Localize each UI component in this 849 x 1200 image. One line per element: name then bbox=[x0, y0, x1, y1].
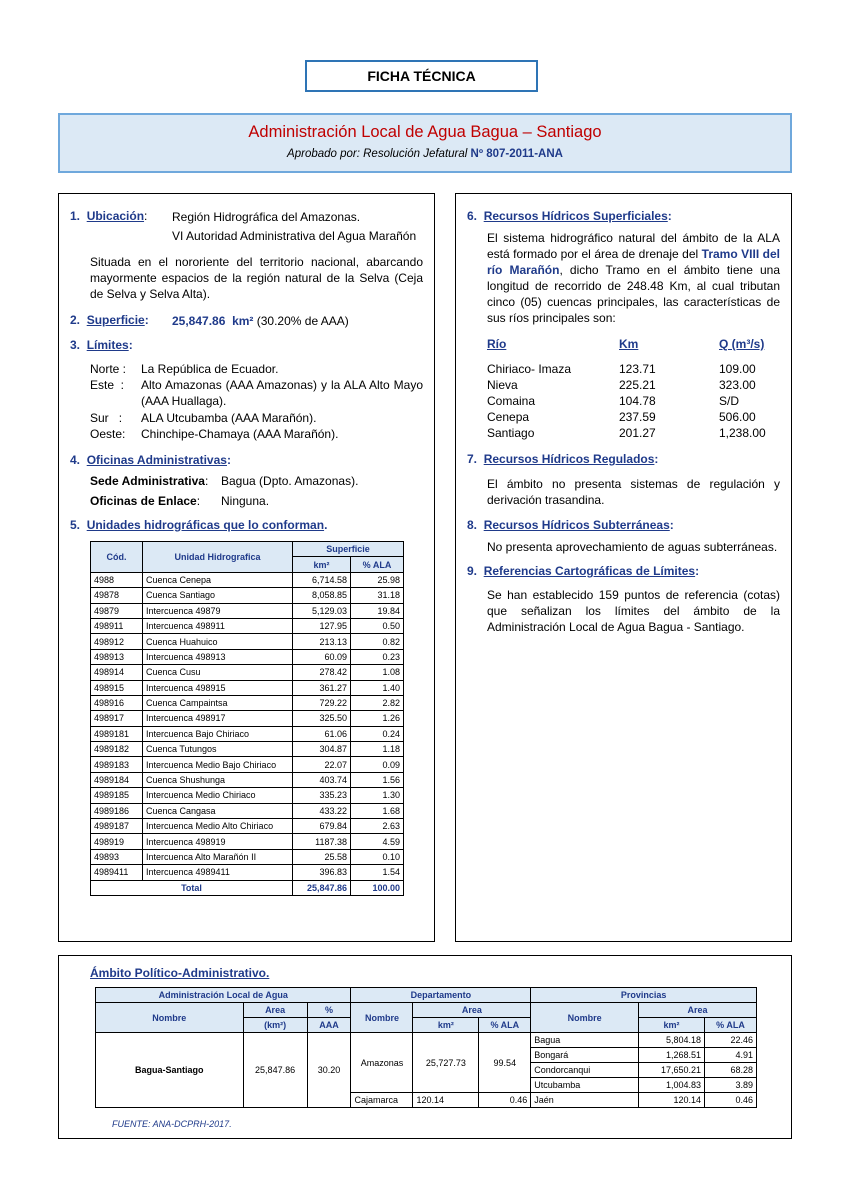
table-row bbox=[91, 865, 404, 880]
cell-unidad: Cuenca Shushunga bbox=[143, 772, 293, 787]
cell-unidad: Cuenca Huahuico bbox=[143, 634, 293, 649]
cell-unidad: Intercuenca 49879 bbox=[143, 603, 293, 618]
cell-unidad: Intercuenca 4989411 bbox=[143, 865, 293, 880]
river-name: Chiriaco- Imaza bbox=[487, 362, 572, 376]
river-caudal: 1,238.00 bbox=[719, 426, 766, 440]
river-km: 104.78 bbox=[619, 394, 656, 408]
cell-pct: 0.82 bbox=[351, 634, 404, 649]
cell-km2: 433.22 bbox=[293, 803, 351, 818]
dep-amazonas-km2: 25,727.73 bbox=[413, 1033, 479, 1093]
cell-unidad: Cuenca Santiago bbox=[143, 588, 293, 603]
cell-km2: 22.07 bbox=[293, 757, 351, 772]
cell-pct: 2.63 bbox=[351, 819, 404, 834]
col-cod: Cód. bbox=[91, 542, 143, 573]
cell-km2: 6,714.58 bbox=[293, 572, 351, 587]
section-3-heading: 3. Límites: bbox=[70, 338, 133, 352]
river-km: 237.59 bbox=[619, 410, 656, 424]
cell-unidad: Cuenca Campaintsa bbox=[143, 695, 293, 710]
cell-pct: 1.40 bbox=[351, 680, 404, 695]
table-row bbox=[91, 803, 404, 818]
cell-pct: 0.23 bbox=[351, 649, 404, 664]
approval-line: Aprobado por: Resolución Jefatural Nº 807-2011-ANA bbox=[287, 148, 563, 160]
river-name: Nieva bbox=[487, 378, 518, 392]
table-row bbox=[91, 849, 404, 864]
cell-km2: 8,058.85 bbox=[293, 588, 351, 603]
subterraneas-text: No presenta aprovechamiento de aguas subterráneas. bbox=[487, 540, 778, 554]
section-6-heading: 6. Recursos Hídricos Superficiales: bbox=[467, 209, 672, 223]
cell-cod: 49893 bbox=[91, 849, 143, 864]
ficha-tecnica-title: FICHA TÉCNICA bbox=[305, 60, 538, 92]
superficie-value: 25,847.86 km² (30.20% de AAA) bbox=[172, 314, 349, 328]
table-row bbox=[91, 757, 404, 772]
cell-cod: 498914 bbox=[91, 665, 143, 680]
cell-pct: 0.09 bbox=[351, 757, 404, 772]
limite-norte-label: Norte : bbox=[90, 362, 127, 376]
river-name: Comaina bbox=[487, 394, 536, 408]
col-km2: km² bbox=[293, 557, 351, 572]
enlace-label: Oficinas de Enlace: bbox=[90, 494, 201, 508]
cell-cod: 498916 bbox=[91, 695, 143, 710]
cell-cod: 4989187 bbox=[91, 819, 143, 834]
cell-km2: 325.50 bbox=[293, 711, 351, 726]
cell-unidad: Cuenca Cusu bbox=[143, 665, 293, 680]
politico-title: Ámbito Político-Administrativo. bbox=[90, 966, 270, 980]
cell-km2: 729.22 bbox=[293, 695, 351, 710]
river-row bbox=[487, 409, 787, 425]
caudal-header: Q (m³/s) bbox=[719, 337, 765, 351]
table-row bbox=[91, 742, 404, 757]
cell-cod: 4989184 bbox=[91, 772, 143, 787]
cell-cod: 4989182 bbox=[91, 742, 143, 757]
cell-cod: 498917 bbox=[91, 711, 143, 726]
col-superficie: Superficie bbox=[293, 542, 404, 557]
rio-header: Río bbox=[487, 337, 507, 351]
superficiales-text: El sistema hidrográfico natural del ámbito de la ALA está formado por el área de drenaje del Tramo VIII del río Marañón, dicho Tramo en el ámbito tiene una longitud de recorrido de 248.48 Km, al cual tributan cinco (05) cuencas principales, las características de sus ríos principales son: bbox=[487, 231, 780, 325]
col-departamento-group: Departamento bbox=[351, 988, 531, 1003]
sede-label: Sede Administrativa: bbox=[90, 474, 209, 488]
table-row bbox=[91, 572, 404, 587]
river-name: Santiago bbox=[487, 426, 535, 440]
cell-cod: 4988 bbox=[91, 572, 143, 587]
limite-oeste-value: Chinchipe-Chamaya (AAA Marañón). bbox=[141, 427, 339, 441]
section-4-heading: 4. Oficinas Administrativas: bbox=[70, 453, 231, 467]
river-name: Cenepa bbox=[487, 410, 530, 424]
limite-oeste-label: Oeste: bbox=[90, 427, 126, 441]
cell-unidad: Intercuenca 498911 bbox=[143, 618, 293, 633]
cell-cod: 498915 bbox=[91, 680, 143, 695]
table-row bbox=[91, 649, 404, 664]
col-unidad: Unidad Hidrografica bbox=[143, 542, 293, 573]
col-ala-group: Administración Local de Agua bbox=[96, 988, 351, 1003]
river-caudal: 109.00 bbox=[719, 362, 756, 376]
section-9-heading: 9. Referencias Cartográficas de Límites: bbox=[467, 564, 700, 578]
cell-pct: 0.24 bbox=[351, 726, 404, 741]
cell-cod: 4989183 bbox=[91, 757, 143, 772]
cell-km2: 335.23 bbox=[293, 788, 351, 803]
cell-unidad: Intercuenca 498913 bbox=[143, 649, 293, 664]
resolution-code: Nº 807-2011-ANA bbox=[470, 148, 563, 160]
river-row bbox=[487, 361, 787, 377]
section-5-heading: 5. Unidades hidrográficas que lo conforman. bbox=[70, 518, 328, 532]
cell-km2: 25.58 bbox=[293, 849, 351, 864]
cell-cod: 498912 bbox=[91, 634, 143, 649]
ubicacion-line2: VI Autoridad Administrativa del Agua Marañón bbox=[172, 229, 417, 243]
cell-km2: 5,129.03 bbox=[293, 603, 351, 618]
cell-cod: 498919 bbox=[91, 834, 143, 849]
river-row bbox=[487, 393, 787, 409]
section-7-heading: 7. Recursos Hídricos Regulados: bbox=[467, 452, 659, 466]
cell-unidad: Intercuenca 498917 bbox=[143, 711, 293, 726]
col-provincias-group: Provincias bbox=[531, 988, 757, 1003]
cell-unidad: Intercuenca Medio Chiriaco bbox=[143, 788, 293, 803]
river-caudal: S/D bbox=[719, 394, 740, 408]
enlace-value: Ninguna. bbox=[221, 494, 270, 508]
table-row bbox=[91, 634, 404, 649]
table-row bbox=[91, 726, 404, 741]
cell-pct: 1.08 bbox=[351, 665, 404, 680]
cell-unidad: Intercuenca 498919 bbox=[143, 834, 293, 849]
dep-amazonas-pct: 99.54 bbox=[479, 1033, 531, 1093]
cell-pct: 1.26 bbox=[351, 711, 404, 726]
politico-table: Administración Local de Agua Departamento Provincias Nombre Area % Nombre Area Nombre Area (km²) AAA km² % ALA km² % ALA Bagua-Santiago 25,847.86 30.20 Amazonas 25,727.73 99.54 Bagua 5,804.18 22.46 Bongará 1,268.51 4.91 Condorcanqui 17,650.21 68.28 Utcubamba 1,004.83 3.89 Cajamarca 120.14 0.46 Jaén 120.14 0.46 bbox=[95, 987, 757, 1108]
table-row bbox=[91, 772, 404, 787]
cell-pct: 31.18 bbox=[351, 588, 404, 603]
table-row bbox=[91, 618, 404, 633]
col-pct-ala: % ALA bbox=[351, 557, 404, 572]
cell-cod: 4989181 bbox=[91, 726, 143, 741]
cell-km2: 1187.38 bbox=[293, 834, 351, 849]
page-title: Administración Local de Agua Bagua – Santiago bbox=[248, 123, 602, 141]
cell-pct: 2.82 bbox=[351, 695, 404, 710]
cartograficas-text: Se han establecido 159 puntos de referencia (cotas) que señalizan los límites del ámbito de la Administración Local de Agua Bagua - Santiago. bbox=[487, 588, 780, 634]
river-km: 201.27 bbox=[619, 426, 656, 440]
cell-cod: 4989411 bbox=[91, 865, 143, 880]
total-row: Total 25,847.86 100.00 bbox=[91, 880, 404, 895]
ala-pct: 30.20 bbox=[307, 1033, 351, 1108]
cell-cod: 498913 bbox=[91, 649, 143, 664]
river-row bbox=[487, 377, 787, 393]
limite-sur-value: ALA Utcubamba (AAA Marañón). bbox=[141, 411, 317, 425]
cell-unidad: Cuenca Cangasa bbox=[143, 803, 293, 818]
limite-norte-value: La República de Ecuador. bbox=[141, 362, 279, 376]
cell-pct: 25.98 bbox=[351, 572, 404, 587]
cell-unidad: Intercuenca 498915 bbox=[143, 680, 293, 695]
cell-pct: 19.84 bbox=[351, 603, 404, 618]
cell-km2: 403.74 bbox=[293, 772, 351, 787]
ubicacion-desc: Situada en el nororiente del territorio nacional, abarcando mayormente espacios de la región natural de la Selva (Ceja de Selva y Selva Alta). bbox=[90, 255, 423, 301]
cell-unidad: Intercuenca Medio Bajo Chiriaco bbox=[143, 757, 293, 772]
dep-cajamarca: Cajamarca bbox=[351, 1093, 413, 1108]
regulados-text: El ámbito no presenta sistemas de regulación y derivación trasandina. bbox=[487, 477, 780, 507]
cell-km2: 278.42 bbox=[293, 665, 351, 680]
cell-pct: 1.18 bbox=[351, 742, 404, 757]
ubicacion-line1: Región Hidrográfica del Amazonas. bbox=[172, 210, 361, 224]
cell-km2: 679.84 bbox=[293, 819, 351, 834]
fuente-note: FUENTE: ANA-DCPRH-2017. bbox=[112, 1119, 232, 1129]
km-header: Km bbox=[619, 337, 639, 351]
river-km: 123.71 bbox=[619, 362, 656, 376]
cell-cod: 498911 bbox=[91, 618, 143, 633]
table-row bbox=[91, 665, 404, 680]
cell-unidad: Intercuenca Bajo Chiriaco bbox=[143, 726, 293, 741]
cell-km2: 396.83 bbox=[293, 865, 351, 880]
limite-sur-label: Sur : bbox=[90, 411, 123, 425]
cell-cod: 49878 bbox=[91, 588, 143, 603]
dep-cajamarca-km2: 120.14 bbox=[413, 1093, 479, 1108]
cell-pct: 0.50 bbox=[351, 618, 404, 633]
ala-nombre: Bagua-Santiago bbox=[96, 1033, 244, 1108]
table-row bbox=[91, 711, 404, 726]
cell-cod: 4989186 bbox=[91, 803, 143, 818]
limite-este-label: Este : bbox=[90, 378, 125, 392]
river-km: 225.21 bbox=[619, 378, 656, 392]
title-banner bbox=[58, 113, 792, 173]
cell-pct: 4.59 bbox=[351, 834, 404, 849]
river-caudal: 323.00 bbox=[719, 378, 756, 392]
table-row bbox=[91, 834, 404, 849]
limite-este-value: Alto Amazonas (AAA Amazonas) y la ALA Alto Mayo (AAA Huallaga). bbox=[141, 378, 423, 408]
cell-km2: 361.27 bbox=[293, 680, 351, 695]
cell-cod: 4989185 bbox=[91, 788, 143, 803]
table-row bbox=[91, 819, 404, 834]
cell-km2: 213.13 bbox=[293, 634, 351, 649]
table-row bbox=[91, 603, 404, 618]
sede-value: Bagua (Dpto. Amazonas). bbox=[221, 474, 359, 488]
dep-cajamarca-pct: 0.46 bbox=[479, 1093, 531, 1108]
table-row bbox=[91, 680, 404, 695]
cell-unidad: Cuenca Cenepa bbox=[143, 572, 293, 587]
cell-km2: 304.87 bbox=[293, 742, 351, 757]
table-row bbox=[91, 588, 404, 603]
rivers-list bbox=[487, 361, 787, 441]
cell-pct: 1.56 bbox=[351, 772, 404, 787]
unidades-table bbox=[90, 541, 404, 896]
cell-km2: 127.95 bbox=[293, 618, 351, 633]
cell-pct: 0.10 bbox=[351, 849, 404, 864]
ala-area: 25,847.86 bbox=[243, 1033, 307, 1108]
cell-unidad: Cuenca Tutungos bbox=[143, 742, 293, 757]
section-2-heading: 2. Superficie: bbox=[70, 313, 149, 327]
section-8-heading: 8. Recursos Hídricos Subterráneas: bbox=[467, 518, 674, 532]
cell-pct: 1.68 bbox=[351, 803, 404, 818]
dep-amazonas: Amazonas bbox=[351, 1033, 413, 1093]
cell-pct: 1.30 bbox=[351, 788, 404, 803]
river-row bbox=[487, 425, 787, 441]
cell-km2: 60.09 bbox=[293, 649, 351, 664]
cell-cod: 49879 bbox=[91, 603, 143, 618]
river-caudal: 506.00 bbox=[719, 410, 756, 424]
table-row bbox=[91, 695, 404, 710]
table-row bbox=[91, 788, 404, 803]
cell-pct: 1.54 bbox=[351, 865, 404, 880]
cell-km2: 61.06 bbox=[293, 726, 351, 741]
cell-unidad: Intercuenca Alto Marañón II bbox=[143, 849, 293, 864]
section-1-heading: 1. Ubicación: bbox=[70, 209, 148, 223]
cell-unidad: Intercuenca Medio Alto Chiriaco bbox=[143, 819, 293, 834]
